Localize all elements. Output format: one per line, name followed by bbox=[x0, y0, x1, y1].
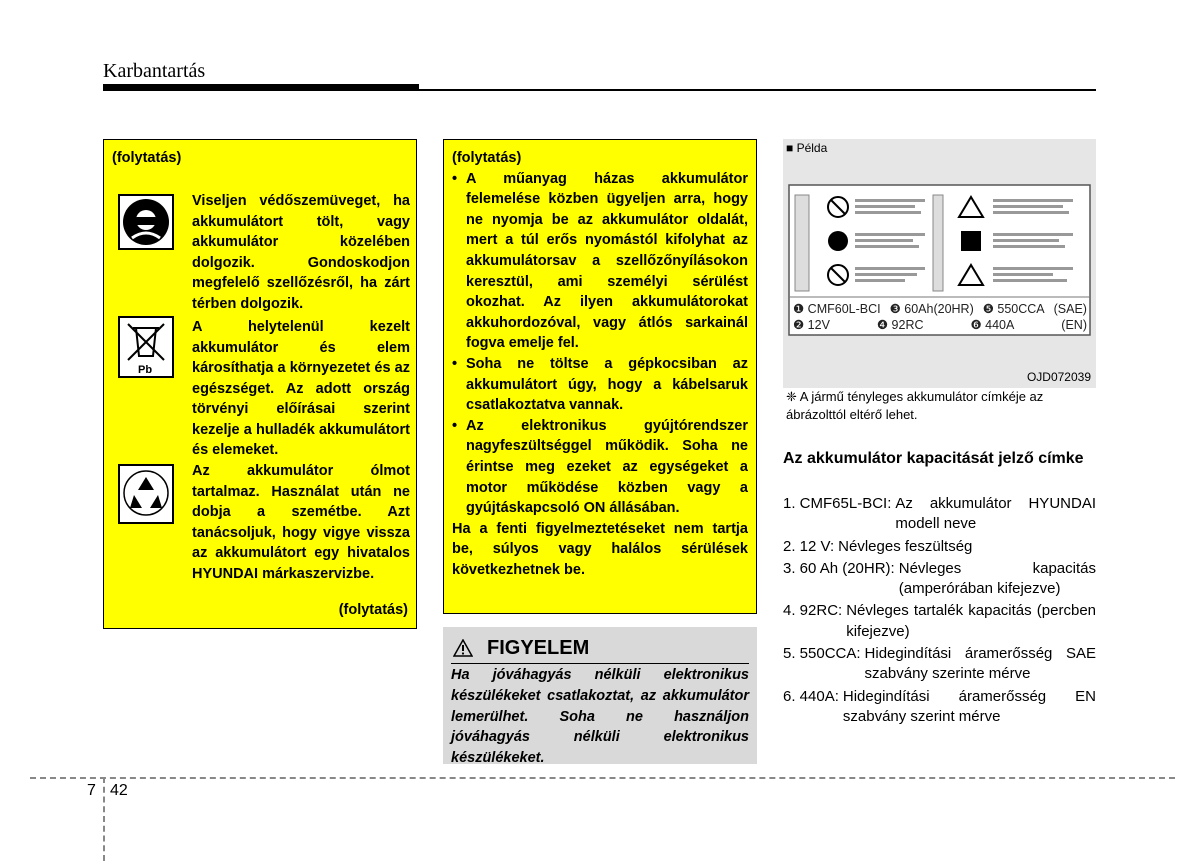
continued-label: (folytatás) bbox=[452, 150, 522, 166]
label-cell: ❷ 12V bbox=[793, 318, 830, 332]
goggles-icon bbox=[118, 194, 174, 250]
hazard-icon-children bbox=[828, 265, 848, 285]
header-rule-thin bbox=[419, 89, 1096, 91]
disposal-warning-text: A helytelenül kezelt akkumulátor és elem károsíthatja a környezetet és az egészséget. Az adott ország törvényi előírásai szerint kezelje a hulladék akkumulátort és elemeket. bbox=[192, 319, 410, 458]
label-cell: (EN) bbox=[1061, 318, 1087, 332]
goggles-warning-text: Viseljen védőszemüveget, ha akkumulátort tölt, vagy akkumulátor közelében dolgozik. Gondoskodjon megfelelő szellőzésről, ha zárt térben dolgozik. bbox=[192, 193, 410, 312]
list-item: 6. 440A: Hidegindítási áramerősség EN szabvány szerint mérve bbox=[783, 687, 1096, 725]
page-header-title: Karbantartás bbox=[103, 60, 206, 82]
list-item: 1. CMF65L-BCI: Az akkumulátor HYUNDAI modell neve bbox=[783, 495, 1096, 533]
list-item: 4. 92RC: Névleges tartalék kapacitás (percben kifejezve) bbox=[783, 602, 1096, 640]
label-cell: ❸ 60Ah(20HR) bbox=[889, 302, 974, 316]
crossed-bin-icon bbox=[118, 316, 174, 378]
battery-label-figure bbox=[783, 139, 1096, 388]
chapter-number: 7 bbox=[87, 782, 96, 799]
warning-divider bbox=[451, 663, 749, 664]
bullet-item: • Soha ne töltse a gépkocsiban az akkumulátort úgy, hogy a kábelsaruk csatlakoztatva vannak. bbox=[452, 354, 748, 416]
bullet-item: • Az elektronikus gyújtórendszer nagyfeszültséggel működik. Soha ne érintse meg ezeket az egységeket a motor működése közben vagy a gyújtáskapcsoló ON állásában. bbox=[452, 416, 748, 519]
battery-label-illustration bbox=[783, 139, 1096, 388]
continued-label-top: (folytatás) bbox=[112, 150, 182, 166]
label-cell: ❺ 550CCA bbox=[982, 302, 1045, 316]
label-cell: ❹ 92RC bbox=[876, 318, 924, 332]
list-item: 5. 550CCA: Hidegindítási áramerősség SAE szabvány szerinte mérve bbox=[783, 645, 1096, 683]
hazard-icon-manual bbox=[961, 231, 981, 251]
example-label: ■ Példa bbox=[786, 141, 828, 155]
pb-label: Pb bbox=[138, 364, 153, 376]
footer-dashed-rule bbox=[30, 777, 1175, 779]
footer-dashed-divider bbox=[103, 777, 105, 861]
warning-title: FIGYELEM bbox=[487, 636, 590, 659]
label-legend-list bbox=[783, 494, 1096, 729]
warning-body: Ha jóváhagyás nélküli elektronikus készülékeket csatlakoztat, az akkumulátor lemerülhet. Soha ne használjon jóváhagyás nélküli elektronikus készülékeket. bbox=[451, 667, 749, 767]
label-cell: ❻ 440A bbox=[970, 318, 1015, 332]
page-number: 42 bbox=[110, 782, 128, 799]
lead-warning-text: Az akkumulátor ólmot tartalmaz. Használat után ne dobja a szemétbe. Azt tanácsoljuk, hogy vigye vissza az akkumulátort egy hivatalos HYUNDAI márkaszervizbe. bbox=[192, 463, 410, 582]
final-warning: Ha a fenti figyelmeztetéseket nem tartja be, súlyos vagy halálos sérülések következhetnek be. bbox=[452, 520, 748, 578]
recycle-icon bbox=[118, 464, 174, 524]
label-cell: ❶ CMF60L-BCI bbox=[793, 302, 881, 316]
header-rule-thick bbox=[103, 84, 419, 91]
figure-code: OJD072039 bbox=[1026, 370, 1091, 384]
hazard-icon-eye bbox=[828, 231, 848, 251]
label-cell: (SAE) bbox=[1053, 302, 1087, 316]
list-item: 2. 12 V: Névleges feszültség bbox=[783, 537, 973, 555]
section-title: Az akkumulátor kapacitását jelző címke bbox=[783, 450, 1084, 467]
warning-box bbox=[443, 627, 757, 767]
warning-triangle-icon bbox=[453, 639, 473, 657]
bullet-item: • A műanyag házas akkumulátor felemelése közben ügyeljen arra, hogy ne nyomja be az akkumulátor oldalát, mert a túl erős nyomástól kifolyhat az akkumulátorsav a szellőzőnyílásokon keresztül, ami személyi sérülést okozhat. Az ilyen akkumulátorokat akkuhordozóval, vagy átlós sarkainál fogva emelje fel. bbox=[452, 169, 748, 354]
list-item: 3. 60 Ah (20HR): Névleges kapacitás (amperórában kifejezve) bbox=[783, 559, 1096, 598]
caution-box-left bbox=[103, 139, 417, 629]
hazard-icon-no-fire bbox=[828, 197, 848, 217]
caution-box-middle bbox=[443, 139, 757, 614]
figure-note: ❈ A jármű tényleges akkumulátor címkéje az ábrázolttól eltérő lehet. bbox=[786, 389, 1044, 422]
continued-label-bottom: (folytatás) bbox=[338, 601, 408, 618]
